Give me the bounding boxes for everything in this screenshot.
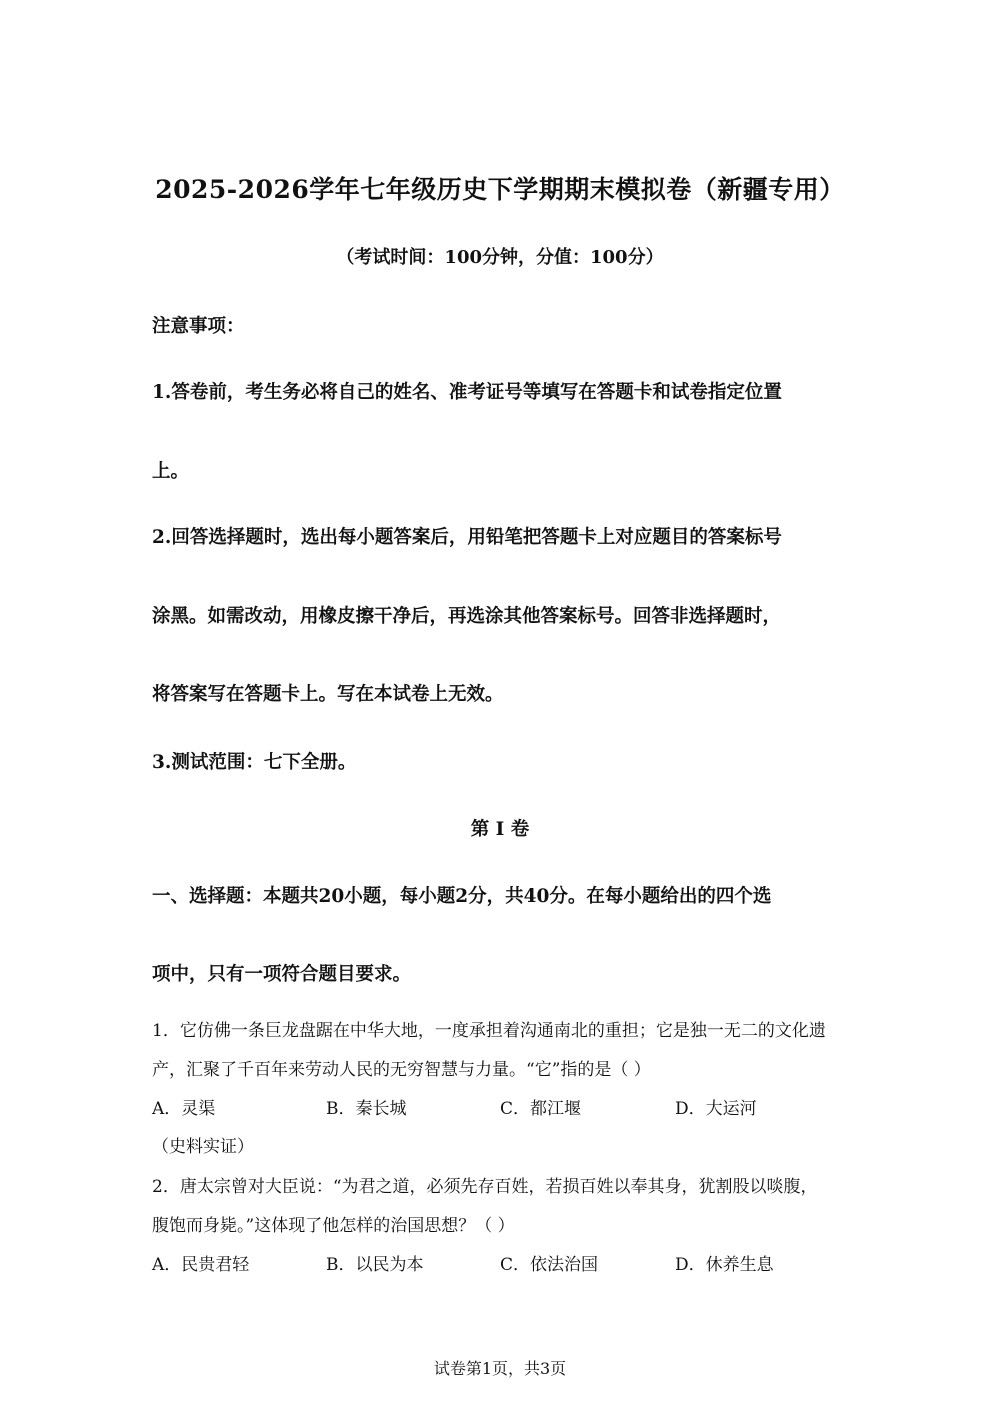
notes-heading: 注意事项： [152,316,245,337]
notes-item-2-line-3: 将答案写在答题卡上。写在本试卷上无效。 [152,684,504,705]
question-1-option-b: B．秦长城 [326,1099,407,1119]
question-2-option-a: A．民贵君轻 [152,1255,250,1275]
question-2-stem-line-2: 腹饱而身毙。”这体现了他怎样的治国思想？（ ） [152,1216,515,1236]
question-1-option-c: C．都江堰 [500,1099,582,1119]
question-1-stem-line-2: 产，汇聚了千百年来劳动人民的无穷智慧与力量。“它”指的是（ ） [152,1060,651,1080]
notes-item-1-line-2: 上。 [152,461,190,482]
question-1-option-d: D．大运河 [675,1099,757,1119]
page-footer: 试卷第1页，共3页 [433,1359,567,1378]
section-1-heading-line-2: 项中，只有一项符合题目要求。 [152,964,412,985]
question-2-option-b: B．以民为本 [326,1255,424,1275]
question-2-option-c: C．依法治国 [500,1255,599,1275]
section-1-heading-line-1: 一、选择题：本题共20小题，每小题2分，共40分。在每小题给出的四个选 [152,886,772,907]
question-2-stem-line-1: 2．唐太宗曾对大臣说：“为君之道，必须先存百姓，若损百姓以奉其身，犹割股以啖腹， [152,1177,818,1197]
exam-info: （考试时间：100分钟，分值：100分） [336,247,664,268]
question-1-stem-line-1: 1．它仿佛一条巨龙盘踞在中华大地，一度承担着沟通南北的重担；它是独一无二的文化遗 [152,1021,826,1041]
question-1-option-a: A．灵渠 [152,1099,216,1119]
question-1-tag: （史料实证） [152,1137,254,1157]
notes-item-3: 3.测试范围：七下全册。 [152,752,357,773]
notes-item-1-line-1: 1.答卷前，考生务必将自己的姓名、准考证号等填写在答题卡和试卷指定位置 [152,382,782,403]
volume-title: 第 I 卷 [470,819,530,840]
page-title: 2025-2026学年七年级历史下学期期末模拟卷（新疆专用） [155,175,845,204]
question-2-option-d: D．休养生息 [675,1255,774,1275]
notes-item-2-line-2: 涂黑。如需改动，用橡皮擦干净后，再选涂其他答案标号。回答非选择题时， [152,606,782,627]
notes-item-2-line-1: 2.回答选择题时，选出每小题答案后，用铅笔把答题卡上对应题目的答案标号 [152,527,782,548]
